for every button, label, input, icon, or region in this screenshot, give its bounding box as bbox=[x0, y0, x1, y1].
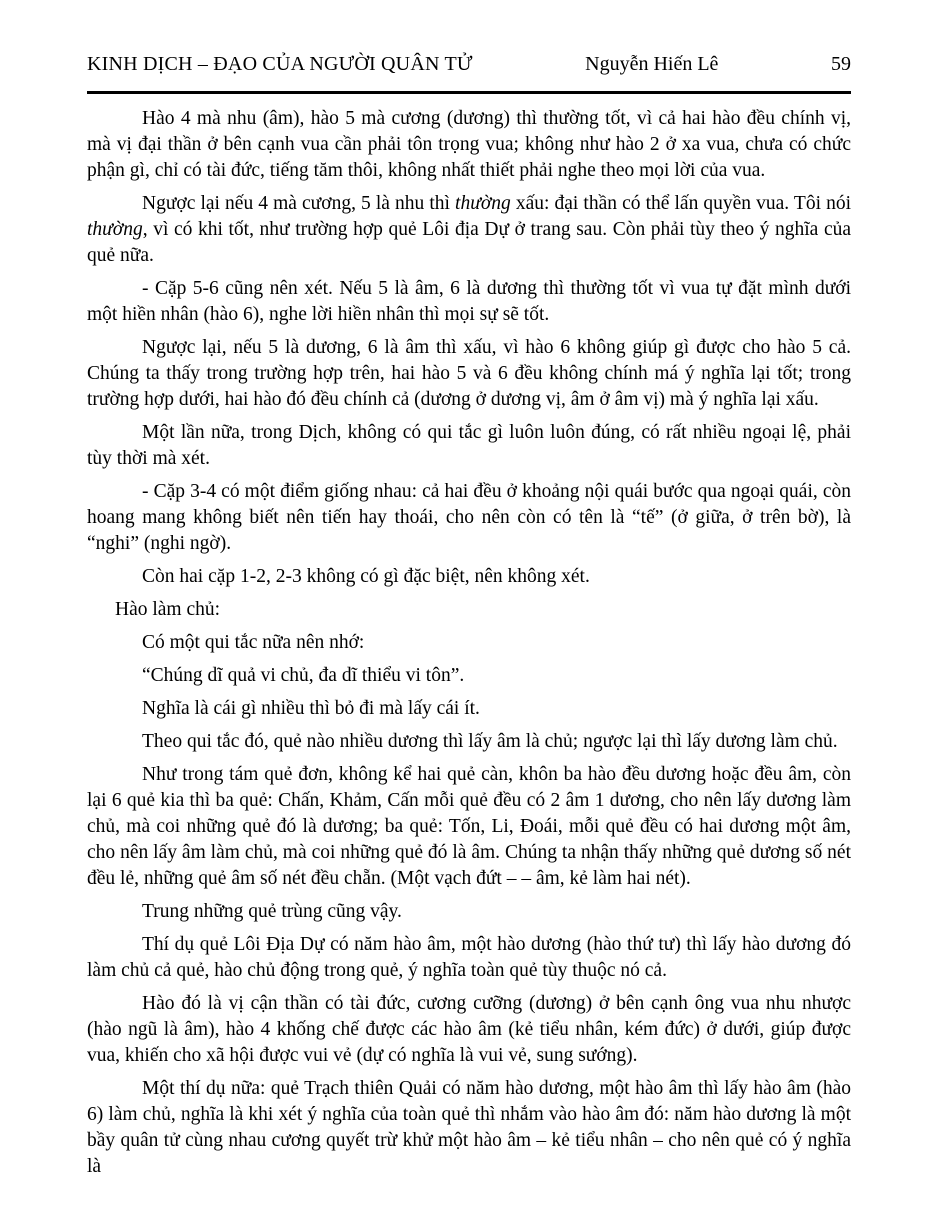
paragraph bbox=[87, 762, 851, 892]
paragraph bbox=[87, 597, 851, 623]
paragraph bbox=[87, 335, 851, 413]
paragraph-text: Một thí dụ nữa: quẻ Trạch thiên Quải có năm hào dương, một hào âm thì lấy hào âm (hào 6) làm chủ, nghĩa là khi xét ý nghĩa của toàn quẻ thì nhắm vào hào âm đó: năm hào dương là một bầy quân tử cùng nhau cương quyết trừ khử một hào âm – kẻ tiểu nhân – cho nên quẻ có ý nghĩa là bbox=[87, 1078, 851, 1177]
paragraph-text: Có một qui tắc nữa nên nhớ: bbox=[142, 632, 365, 653]
paragraph-text: xấu: đại thần có thể lấn quyền vua. Tôi nói bbox=[510, 193, 851, 214]
paragraph bbox=[87, 479, 851, 557]
paragraph-text: Ngược lại, nếu 5 là dương, 6 là âm thì xấu, vì hào 6 không giúp gì được cho hào 5 cả. Chúng ta thấy trong trường hợp trên, hai hào 5 và 6 đều không chính má ý nghĩa lại tốt; trong trường hợp dưới, hai hào đó đều chính cả (dương ở dương vị, âm ở âm vị) mà ý nghĩa lại xấu. bbox=[87, 337, 851, 410]
paragraph bbox=[87, 899, 851, 925]
page-body bbox=[87, 106, 851, 1180]
page-number: 59 bbox=[830, 53, 851, 75]
paragraph bbox=[87, 1076, 851, 1180]
paragraph-text: Còn hai cặp 1-2, 2-3 không có gì đặc biệt, nên không xét. bbox=[142, 566, 590, 587]
paragraph bbox=[87, 932, 851, 984]
paragraph-text-italic: thường bbox=[87, 219, 143, 240]
paragraph bbox=[87, 191, 851, 269]
paragraph-text: “Chúng dĩ quả vi chủ, đa dĩ thiểu vi tôn”. bbox=[142, 665, 465, 686]
paragraph bbox=[87, 420, 851, 472]
page-header bbox=[87, 52, 851, 76]
paragraph-text: - Cặp 3-4 có một điểm giống nhau: cả hai đều ở khoảng nội quái bước qua ngoại quái, còn hoang mang không biết nên tiến hay thoái, cho nên còn có tên là “tế” (ở giữa, ở trên bờ), là “nghi” (nghi ngờ). bbox=[87, 481, 851, 554]
paragraph-text: Trung những quẻ trùng cũng vậy. bbox=[142, 901, 402, 922]
paragraph bbox=[87, 630, 851, 656]
paragraph-text: Hào làm chủ: bbox=[115, 599, 221, 620]
paragraph bbox=[87, 564, 851, 590]
header-divider-rule bbox=[87, 91, 851, 94]
paragraph-text: Nghĩa là cái gì nhiều thì bỏ đi mà lấy cái ít. bbox=[142, 698, 480, 719]
paragraph-text: Theo qui tắc đó, quẻ nào nhiều dương thì lấy âm là chủ; ngược lại thì lấy dương làm chủ. bbox=[142, 731, 838, 752]
paragraph bbox=[87, 991, 851, 1069]
paragraph-text: Thí dụ quẻ Lôi Địa Dự có năm hào âm, một hào dương (hào thứ tư) thì lấy hào dương đó làm chủ cả quẻ, hào chủ động trong quẻ, ý nghĩa toàn quẻ tùy thuộc nó cả. bbox=[87, 934, 851, 981]
paragraph-text: Ngược lại nếu 4 mà cương, 5 là nhu thì bbox=[142, 193, 456, 214]
paragraph-text-italic: thường bbox=[455, 193, 511, 214]
paragraph-text: Hào 4 mà nhu (âm), hào 5 mà cương (dương) thì thường tốt, vì cả hai hào đều chính vị, mà vị đại thần ở bên cạnh vua cần phải tôn trọng vua; không như hào 2 ở xa vua, chưa có chức phận gì, chỉ có tài đức, tiếng tăm thôi, không nhất thiết phải nghe theo mọi lời của vua. bbox=[87, 108, 851, 181]
paragraph bbox=[87, 276, 851, 328]
paragraph bbox=[87, 106, 851, 184]
paragraph-text: - Cặp 5-6 cũng nên xét. Nếu 5 là âm, 6 là dương thì thường tốt vì vua tự đặt mình dưới một hiền nhân (hào 6), nghe lời hiền nhân thì mọi sự sẽ tốt. bbox=[87, 278, 851, 325]
running-author-name: Nguyễn Hiến Lê bbox=[585, 53, 719, 75]
paragraph bbox=[87, 696, 851, 722]
paragraph-text: Như trong tám quẻ đơn, không kể hai quẻ càn, khôn ba hào đều dương hoặc đều âm, còn lại 6 quẻ kia thì ba quẻ: Chấn, Khảm, Cấn mỗi quẻ đều có 2 âm 1 dương, cho nên lấy dương làm chủ, mà coi những quẻ đó là dương; ba quẻ: Tốn, Li, Đoái, mỗi quẻ đều có hai dương một âm, cho nên lấy âm làm chủ, mà coi những quẻ đó là âm. Chúng ta nhận thấy những quẻ dương số nét đều lẻ, những quẻ âm số nét đều chẵn. (Một vạch đứt – – âm, kẻ làm hai nét). bbox=[87, 764, 851, 889]
paragraph-text: Một lần nữa, trong Dịch, không có qui tắc gì luôn luôn đúng, có rất nhiều ngoại lệ, phải tùy thời mà xét. bbox=[87, 422, 851, 469]
paragraph-text: Hào đó là vị cận thần có tài đức, cương cưỡng (dương) ở bên cạnh ông vua nhu nhược (hào ngũ là âm), hào 4 khống chế được các hào âm (kẻ tiểu nhân, kém đức) ở dưới, giúp được vua, khiến cho xã hội được vui vẻ (dự có nghĩa là vui vẻ, sung sướng). bbox=[87, 993, 851, 1066]
paragraph-text: , vì có khi tốt, như trường hợp quẻ Lôi địa Dự ở trang sau. Còn phải tùy theo ý nghĩa của quẻ nữa. bbox=[87, 219, 851, 266]
running-book-title: KINH DỊCH – ĐẠO CỦA NGƯỜI QUÂN TỬ bbox=[87, 53, 473, 75]
paragraph bbox=[87, 729, 851, 755]
paragraph bbox=[87, 663, 851, 689]
